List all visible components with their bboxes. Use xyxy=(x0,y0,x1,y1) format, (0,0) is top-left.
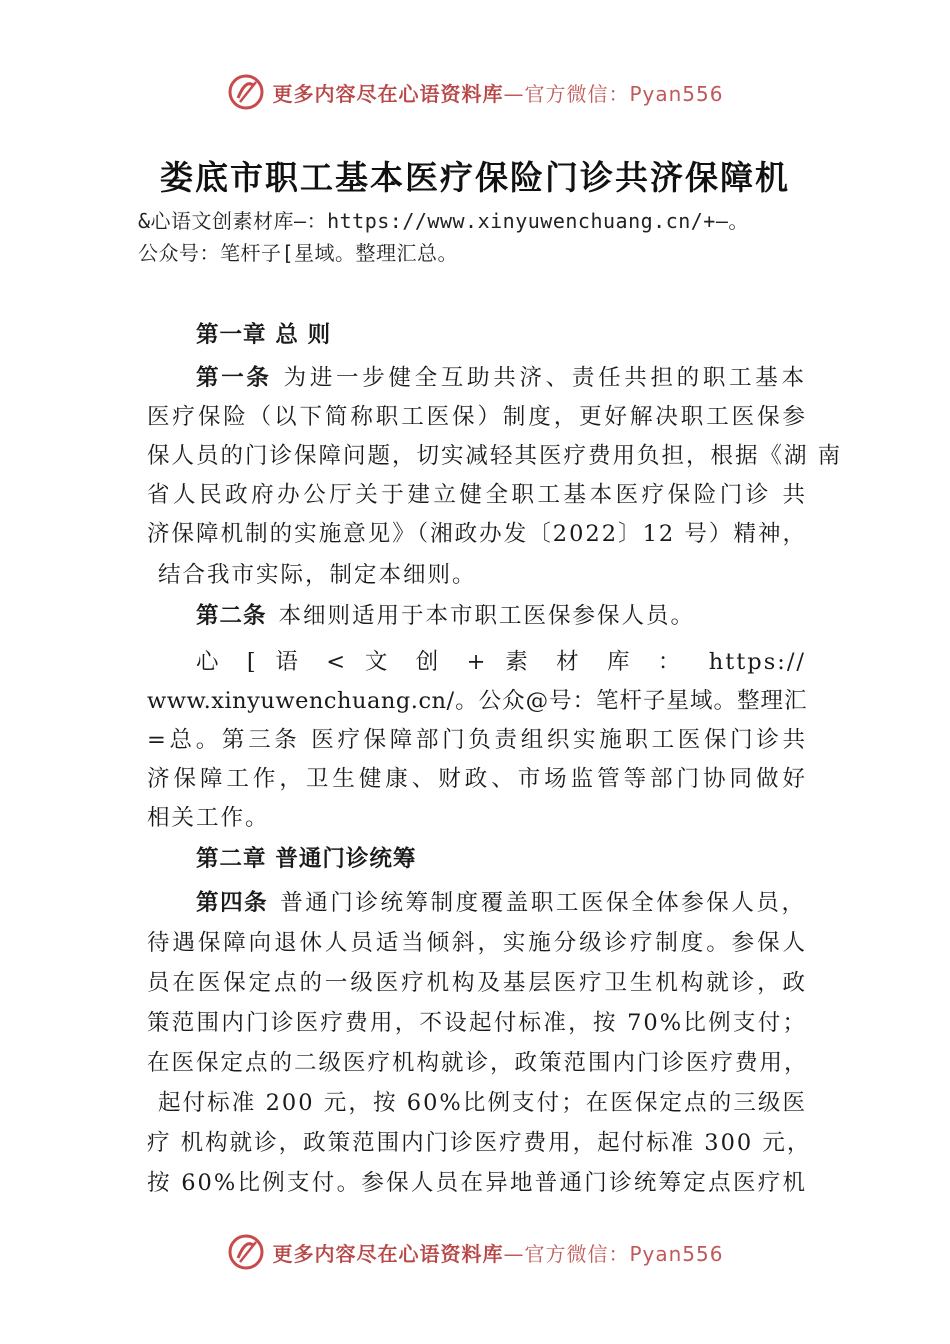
paragraph-text: 普通门诊统筹制度覆盖职工医保全体参保人员， xyxy=(280,890,806,916)
footer-banner xyxy=(0,1232,950,1272)
article-label: 第四条 xyxy=(196,890,269,916)
paragraph-line: 省人民政府办公厅关于建立健全职工基本医疗保险门诊 共 xyxy=(147,482,807,508)
paragraph-line: 保人员的门诊保障问题，切实减轻其医疗费用负担，根据《湖 南 xyxy=(147,443,843,469)
article-4-line xyxy=(196,888,806,918)
paragraph-line: 按 60%比例支付。参保人员在异地普通门诊统筹定点医疗机 xyxy=(147,1170,807,1196)
banner-separator: — xyxy=(503,81,525,106)
watermark-inline-line: 心 [ 语 < 文 创 + 素 材 库 ： https:// xyxy=(196,649,806,675)
banner-contact: 官方微信：Pyan556 xyxy=(524,81,724,106)
chapter-heading: 第二章 普通门诊统筹 xyxy=(196,846,417,872)
paragraph-line: 疗 机构就诊，政策范围内门诊医疗费用，起付标准 300 元， xyxy=(147,1130,812,1156)
banner-text xyxy=(272,78,723,107)
article-label: 第一条 xyxy=(196,365,272,391)
banner-contact: 官方微信：Pyan556 xyxy=(524,1241,724,1266)
paragraph-line: 济保障机制的实施意见》（湘政办发〔2022〕12 号）精神， xyxy=(147,521,807,547)
article-1-line xyxy=(196,363,806,393)
watermark-inline-line: www.xinyuwenchuang.cn/。公众@号：笔杆子星域。整理汇 xyxy=(147,688,807,714)
paragraph-text: 本细则适用于本市职工医保参保人员。 xyxy=(278,603,696,629)
paragraph-line: 医疗保险（以下简称职工医保）制度，更好解决职工医保参 xyxy=(147,404,807,430)
paragraph-line: =总。第三条 医疗保障部门负责组织实施职工医保门诊共 xyxy=(147,727,807,753)
paragraph-line: 员在医保定点的一级医疗机构及基层医疗卫生机构就诊，政 xyxy=(147,970,807,996)
chapter-heading: 第一章 总 则 xyxy=(196,322,332,348)
banner-main-text: 更多内容尽在心语资料库 xyxy=(272,81,504,106)
paragraph-line: 济保障工作，卫生健康、财政、市场监管等部门协同做好 xyxy=(147,766,807,792)
watermark-line-2: 公众号：笔杆子[星域。整理汇总。 xyxy=(138,241,459,265)
paragraph-line: 结合我市实际，制定本细则。 xyxy=(158,562,477,588)
banner-separator: — xyxy=(503,1241,525,1266)
article-2-line xyxy=(196,601,806,631)
paragraph-line: 起付标准 200 元，按 60%比例支付；在医保定点的三级医 xyxy=(158,1090,807,1116)
watermark-line-1: &心语文创素材库—：https://www.xinyuwenchuang.cn/+—。 xyxy=(138,209,749,233)
xinyu-logo-icon xyxy=(226,1232,266,1272)
article-label: 第二条 xyxy=(196,603,267,629)
banner-main-text: 更多内容尽在心语资料库 xyxy=(272,1241,504,1266)
header-banner xyxy=(0,72,950,112)
paragraph-line: 策范围内门诊医疗费用，不设起付标准，按 70%比例支付； xyxy=(147,1010,807,1036)
xinyu-logo-icon xyxy=(226,72,266,112)
paragraph-line: 在医保定点的二级医疗机构就诊，政策范围内门诊医疗费用， xyxy=(147,1050,809,1076)
paragraph-line: 相关工作。 xyxy=(147,805,270,831)
paragraph-text: 为进一步健全互助共济、责任共担的职工基本 xyxy=(283,365,806,391)
document-title: 娄底市职工基本医疗保险门诊共济保障机 xyxy=(160,158,790,197)
paragraph-line: 待遇保障向退休人员适当倾斜，实施分级诊疗制度。参保人 xyxy=(147,930,807,956)
banner-text xyxy=(272,1238,723,1267)
